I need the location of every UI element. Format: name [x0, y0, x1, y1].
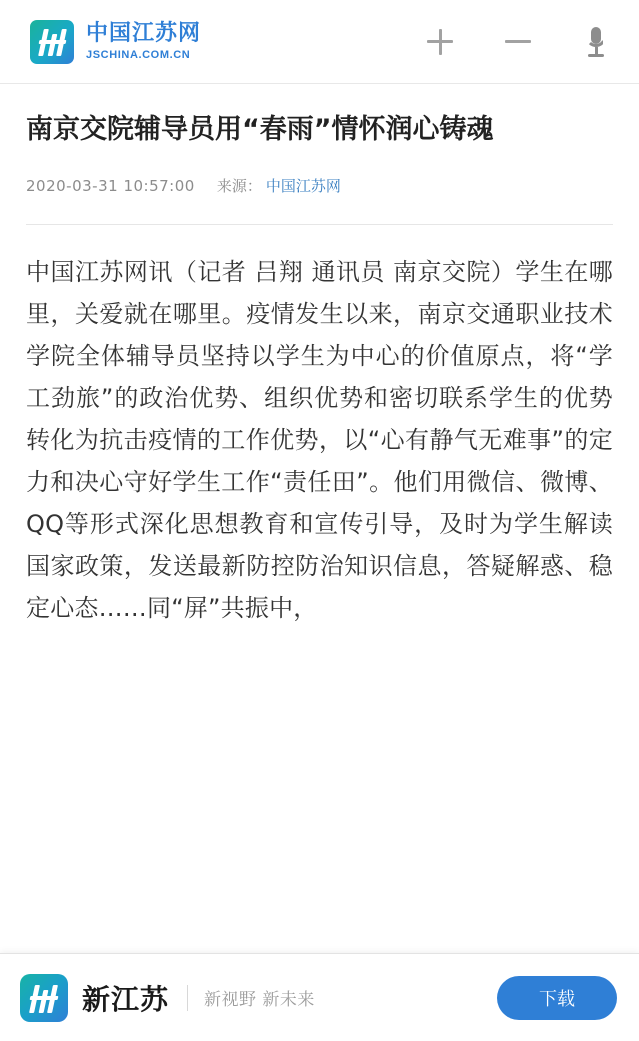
- publish-date: 2020-03-31 10:57:00: [26, 176, 195, 195]
- article-meta: [26, 175, 613, 225]
- article-container: [0, 84, 639, 629]
- download-button[interactable]: 下载: [497, 976, 617, 1020]
- divider: [187, 985, 188, 1011]
- minus-icon[interactable]: [501, 25, 535, 59]
- site-logo[interactable]: [30, 20, 201, 64]
- source-label: 来源：: [216, 177, 262, 196]
- brand-name-en: JSCHINA.COM.CN: [86, 48, 191, 61]
- app-slogan: 新视野 新未来: [204, 990, 315, 1010]
- brand-name-cn: 中国江苏网: [86, 20, 202, 46]
- xinjiangsu-app-icon: [20, 974, 68, 1022]
- page-title: 南京交院辅导员用“春雨”情怀润心铸魂: [26, 114, 494, 145]
- header-actions: [423, 25, 613, 59]
- plus-icon[interactable]: [423, 25, 457, 59]
- brand-text: [86, 20, 202, 61]
- jschina-logo-icon: [30, 20, 74, 64]
- site-header: [0, 0, 639, 84]
- app-download-bar: [0, 953, 639, 1041]
- article-body: 中国江苏网讯（记者 吕翔 通讯员 南京交院）学生在哪里，关爱就在哪里。疫情发生以来，南京交通职业技术学院全体辅导员坚持以学生为中心的价值原点，将“学工劲旅”的政治优势、组织优势和密切联系学生的优势转化为抗击疫情的工作优势，以“心有静气无难事”的定力和决心守好学生工作“责任田”。他们用微信、微博、QQ等形式深化思想教育和宣传引导，及时为学生解读国家政策，发送最新防控防治知识信息，答疑解惑、稳定心态……同“屏”共振中，: [26, 258, 613, 623]
- app-name: 新江苏: [82, 982, 170, 1016]
- microphone-icon[interactable]: [579, 25, 613, 59]
- source-link[interactable]: 中国江苏网: [265, 177, 341, 196]
